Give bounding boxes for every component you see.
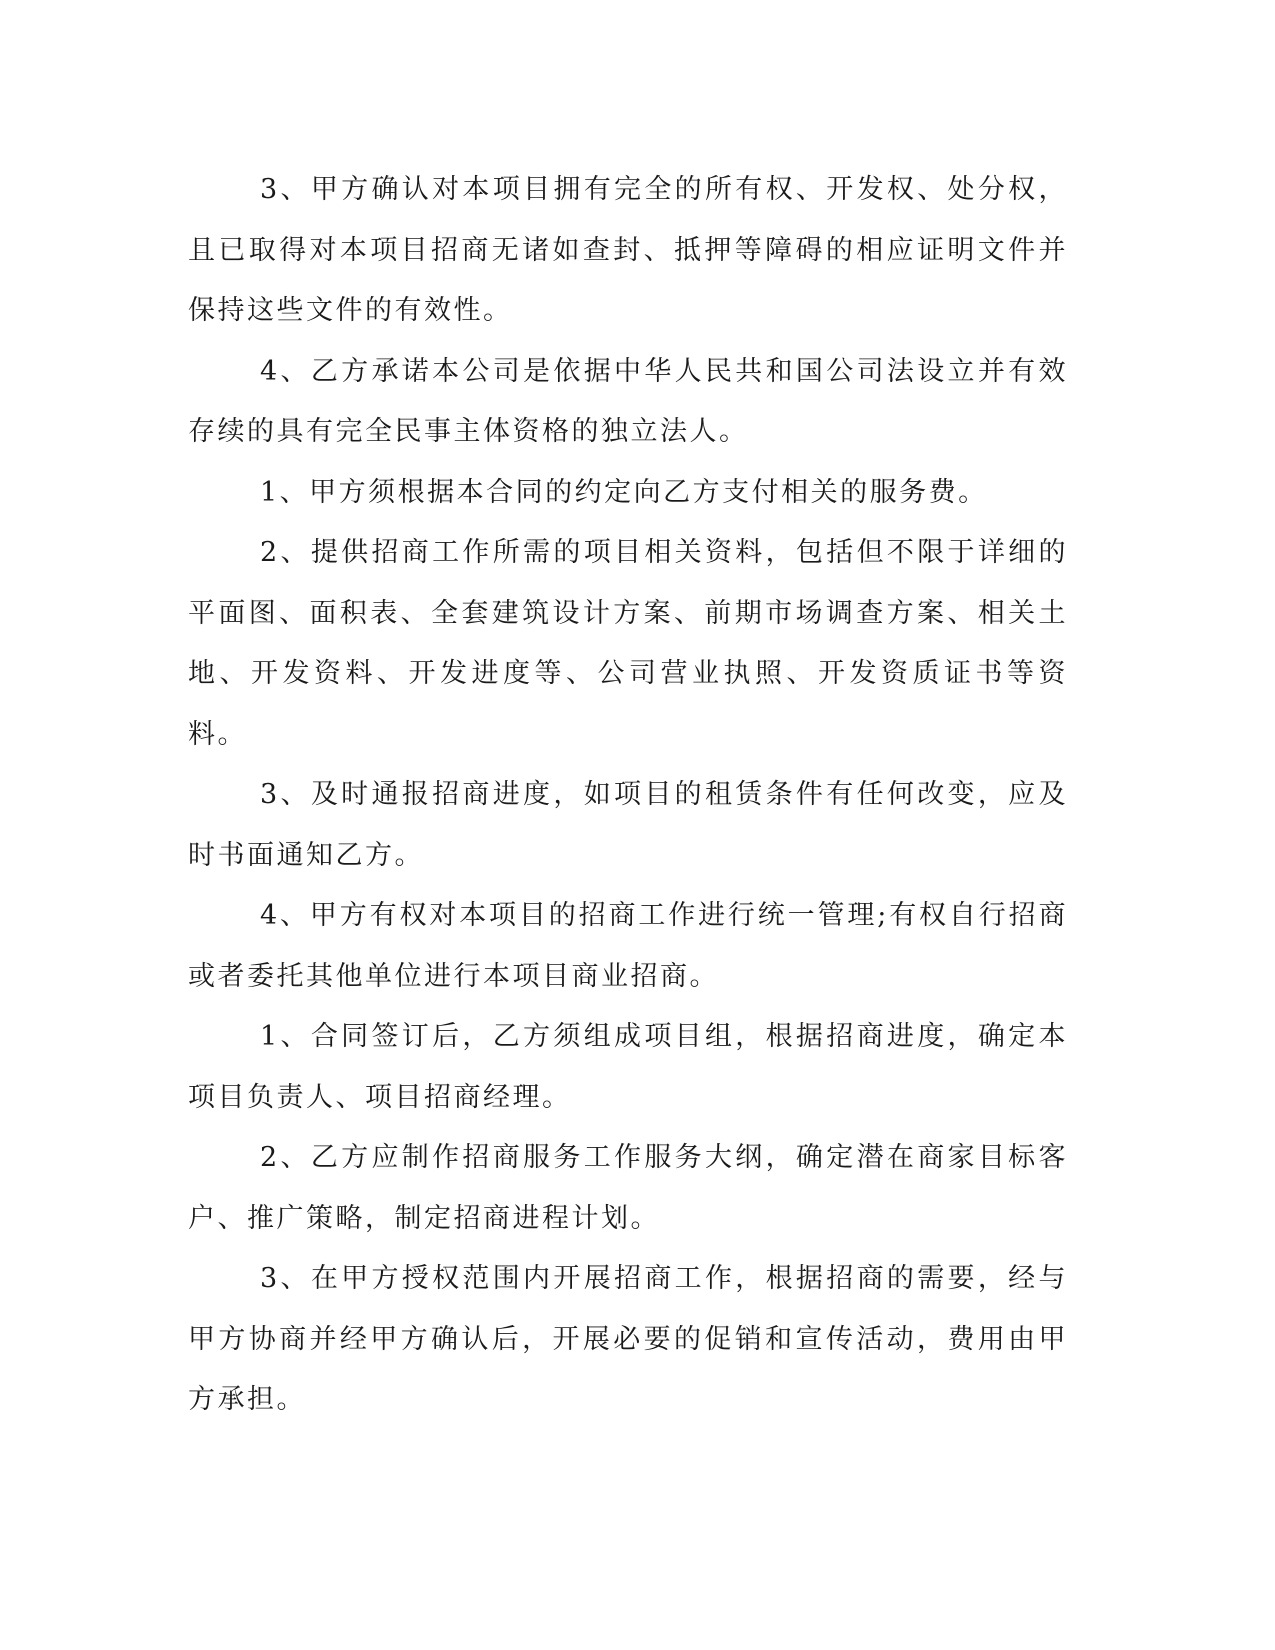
paragraph-provide-materials: 2、提供招商工作所需的项目相关资料，包括但不限于详细的平面图、面积表、全套建筑设计方案、前期市场调查方案、相关土地、开发资料、开发进度等、公司营业执照、开发资质证书等资料。 xyxy=(188,537,1068,750)
document-body xyxy=(188,160,1068,1431)
paragraph-party-b-legal-entity: 4、乙方承诺本公司是依据中华人民共和国公司法设立并有效存续的具有完全民事主体资格的独立法人。 xyxy=(188,355,1068,447)
paragraph-unified-management: 4、甲方有权对本项目的招商工作进行统一管理;有权自行招商或者委托其他单位进行本项目商业招商。 xyxy=(188,900,1068,992)
paragraph-report-progress: 3、及时通报招商进度，如项目的租赁条件有任何改变，应及时书面通知乙方。 xyxy=(188,779,1068,871)
paragraph-party-a-service-fee: 1、甲方须根据本合同的约定向乙方支付相关的服务费。 xyxy=(260,476,988,508)
paragraph-service-outline: 2、乙方应制作招商服务工作服务大纲，确定潜在商家目标客户、推广策略，制定招商进程计划。 xyxy=(188,1142,1068,1234)
paragraph-party-a-ownership: 3、甲方确认对本项目拥有完全的所有权、开发权、处分权，且已取得对本项目招商无诸如查封、抵押等障碍的相应证明文件并保持这些文件的有效性。 xyxy=(188,174,1068,326)
paragraph-promotion-activities: 3、在甲方授权范围内开展招商工作，根据招商的需要，经与甲方协商并经甲方确认后，开展必要的促销和宣传活动，费用由甲方承担。 xyxy=(188,1263,1068,1415)
paragraph-project-team: 1、合同签订后，乙方须组成项目组，根据招商进度，确定本项目负责人、项目招商经理。 xyxy=(188,1021,1068,1113)
